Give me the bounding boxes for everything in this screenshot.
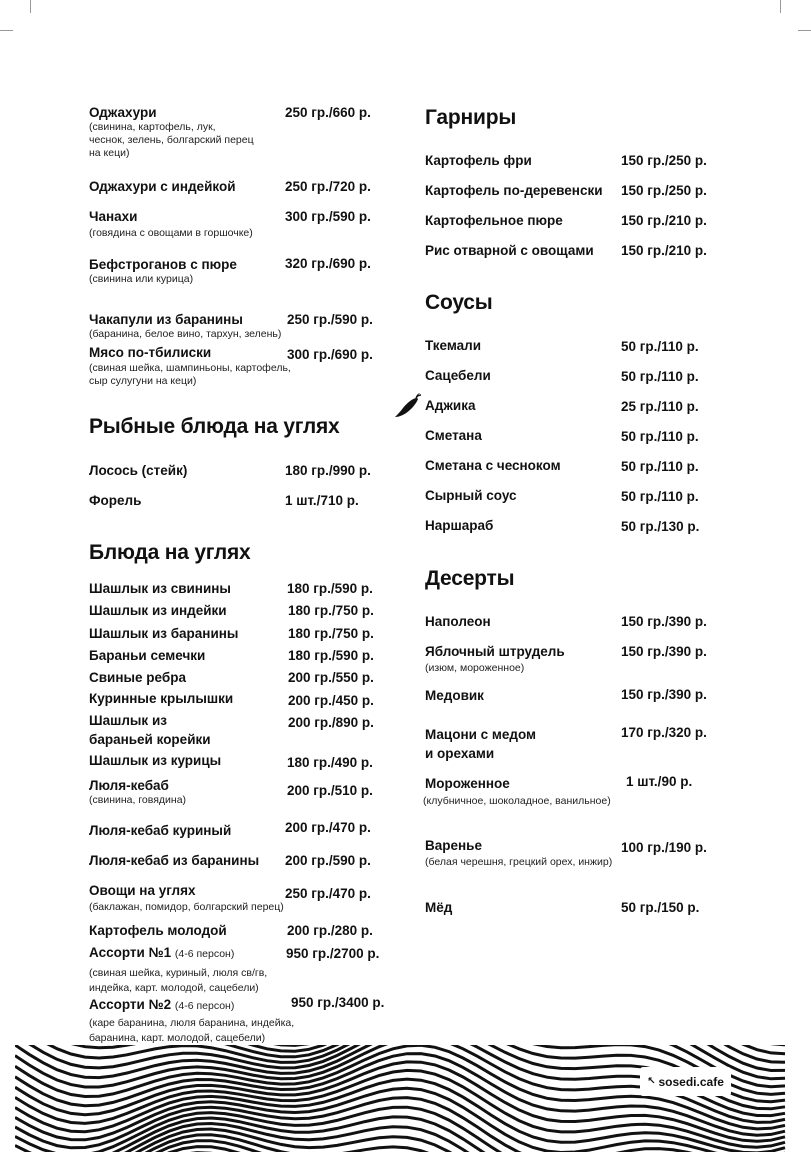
menu-item-pork-shashlik: Шашлык из свинины: [89, 581, 231, 596]
menu-item-lamb-shashlik: Шашлык из баранины: [89, 626, 239, 641]
menu-item-country-potatoes: Картофель по-деревенски: [425, 183, 603, 198]
menu-item-french-fries: Картофель фри: [425, 153, 532, 168]
item-price: 50 гр./110 р.: [621, 459, 699, 474]
menu-item-chanakhi: Чанахи (говядина с овощами в горшочке): [89, 209, 253, 239]
item-price: 200 гр./890 р.: [288, 715, 374, 730]
menu-item-trout: Форель: [89, 493, 142, 508]
item-price: 200 гр./280 р.: [287, 923, 373, 938]
item-price: 1 шт./90 р.: [626, 774, 693, 789]
item-price: 150 гр./210 р.: [621, 213, 707, 228]
menu-item-beef-stroganoff: Бефстроганов с пюре (свинина или курица): [89, 257, 237, 285]
menu-item-young-potatoes: Картофель молодой: [89, 923, 227, 938]
menu-item-assorti-2: Ассорти №2 (4-6 персон) (каре баранина, люля баранина, индейка, баранина, карт. молодой, сацебели): [89, 997, 295, 1044]
section-title-sauces: Соусы: [425, 291, 493, 314]
item-price: 200 гр./590 р.: [285, 853, 371, 868]
item-price: 180 гр./490 р.: [287, 755, 373, 770]
item-price: 250 гр./660 р.: [285, 105, 371, 120]
item-price: 950 гр./2700 р.: [286, 946, 380, 961]
chili-pepper-icon: [393, 390, 423, 420]
item-price: 50 гр./110 р.: [621, 339, 699, 354]
menu-item-sour-cream: Сметана: [425, 428, 482, 443]
item-price: 250 гр./470 р.: [285, 886, 371, 901]
menu-item-garlic-sour-cream: Сметана с чесноком: [425, 458, 561, 473]
crop-mark: [30, 0, 31, 13]
menu-item-napoleon: Наполеон: [425, 614, 491, 629]
menu-item-medovik: Медовик: [425, 688, 484, 703]
menu-item-salmon: Лосось (стейк): [89, 463, 188, 478]
item-price: 100 гр./190 р.: [621, 840, 707, 855]
item-price: 50 гр./110 р.: [621, 369, 699, 384]
item-price: 950 гр./3400 р.: [291, 995, 385, 1010]
wave-pattern-decoration: [15, 1045, 797, 1152]
menu-item-pork-ribs: Свиные ребра: [89, 670, 186, 685]
menu-item-chicken-lula-kebab: Люля-кебаб куриный: [89, 823, 232, 838]
item-price: 180 гр./750 р.: [288, 603, 374, 618]
item-price: 150 гр./390 р.: [621, 687, 707, 702]
menu-item-chicken-shashlik: Шашлык из курицы: [89, 753, 222, 768]
section-title-fish: Рыбные блюда на углях: [89, 415, 340, 438]
crop-mark: [780, 0, 781, 13]
menu-item-mashed-potatoes: Картофельное пюре: [425, 213, 563, 228]
menu-item-apple-strudel: Яблочный штрудель (изюм, мороженное): [425, 644, 565, 674]
item-price: 200 гр./550 р.: [288, 670, 374, 685]
menu-item-tkemali: Ткемали: [425, 338, 482, 353]
item-price: 200 гр./510 р.: [287, 783, 373, 798]
menu-item-lamb-lula-kebab: Люля-кебаб из баранины: [89, 853, 260, 868]
crop-mark: [798, 30, 811, 31]
menu-item-cheese-sauce: Сырный соус: [425, 488, 517, 503]
item-price: 250 гр./590 р.: [287, 312, 373, 327]
item-price: 1 шт./710 р.: [285, 493, 359, 508]
crop-mark: [0, 30, 13, 31]
menu-item-jam: Варенье (белая черешня, грецкий орех, инжир): [425, 838, 613, 868]
item-price: 300 гр./590 р.: [285, 209, 371, 224]
item-price: 150 гр./250 р.: [621, 153, 707, 168]
item-price: 50 гр./150 р.: [621, 900, 700, 915]
item-price: 150 гр./390 р.: [621, 614, 707, 629]
menu-item-odzhakhuri: Оджахури (свинина, картофель, лук, чеснок, зелень, болгарский перец на кеци): [89, 105, 254, 159]
menu-item-chakapuli: Чакапули из баранины (баранина, белое вино, тархун, зелень): [89, 312, 282, 340]
menu-item-ice-cream: Мороженное: [425, 776, 510, 791]
menu-item-tbilisi-meat: Мясо по-тбилиски (свиная шейка, шампиньоны, картофель, сыр сулугуни на кеци): [89, 345, 291, 387]
item-price: 25 гр./110 р.: [621, 399, 699, 414]
section-title-garnish: Гарниры: [425, 106, 517, 129]
item-price: 50 гр./130 р.: [621, 519, 700, 534]
item-price: 170 гр./320 р.: [621, 725, 707, 740]
menu-item-rice: Рис отварной с овощами: [425, 243, 594, 258]
item-price: 250 гр./720 р.: [285, 179, 371, 194]
menu-item-turkey-shashlik: Шашлык из индейки: [89, 603, 227, 618]
item-price: 180 гр./990 р.: [285, 463, 371, 478]
menu-item-grilled-vegetables: Овощи на углях (баклажан, помидор, болгарский перец): [89, 883, 284, 913]
menu-item-odzhakhuri-turkey: Оджахури с индейкой: [89, 179, 236, 194]
menu-item-satsebeli: Сацебели: [425, 368, 491, 383]
menu-item-lamb-seeds: Бараньи семечки: [89, 648, 206, 663]
section-title-desserts: Десерты: [425, 567, 515, 590]
item-price: 320 гр./690 р.: [285, 256, 371, 271]
menu-item-assorti-1: Ассорти №1 (4-6 персон) (свиная шейка, куриный, люля св/гв, индейка, карт. молодой, сацебели): [89, 945, 268, 994]
menu-item-chicken-wings: Куринные крылышки: [89, 691, 234, 706]
menu-item-lamb-rack-shashlik: Шашлык из бараньей корейки: [89, 713, 211, 747]
menu-item-matsoni: Мацони с медом и орехами: [425, 727, 537, 761]
menu-item-adjika: Аджика: [425, 398, 476, 413]
item-price: 150 гр./210 р.: [621, 243, 707, 258]
item-price: 150 гр./250 р.: [621, 183, 707, 198]
menu-item-lula-kebab: Люля-кебаб (свинина, говядина): [89, 778, 187, 806]
item-price: 200 гр./450 р.: [288, 693, 374, 708]
item-price: 180 гр./590 р.: [288, 648, 374, 663]
site-logo[interactable]: ↖ sosedi.cafe: [640, 1067, 731, 1096]
item-price: 50 гр./110 р.: [621, 489, 699, 504]
cursor-arrow-icon: ↖: [647, 1076, 656, 1087]
item-price: 180 гр./750 р.: [288, 626, 374, 641]
item-price: 180 гр./590 р.: [287, 581, 373, 596]
section-title-grill: Блюда на углях: [89, 541, 251, 564]
item-price: 150 гр./390 р.: [621, 644, 707, 659]
menu-item-honey: Мёд: [425, 900, 453, 915]
item-price: 200 гр./470 р.: [285, 820, 371, 835]
item-note: (клубничное, шоколадное, ванильное): [423, 795, 611, 807]
item-price: 50 гр./110 р.: [621, 429, 699, 444]
menu-item-narsharab: Наршараб: [425, 518, 494, 533]
item-price: 300 гр./690 р.: [287, 347, 373, 362]
